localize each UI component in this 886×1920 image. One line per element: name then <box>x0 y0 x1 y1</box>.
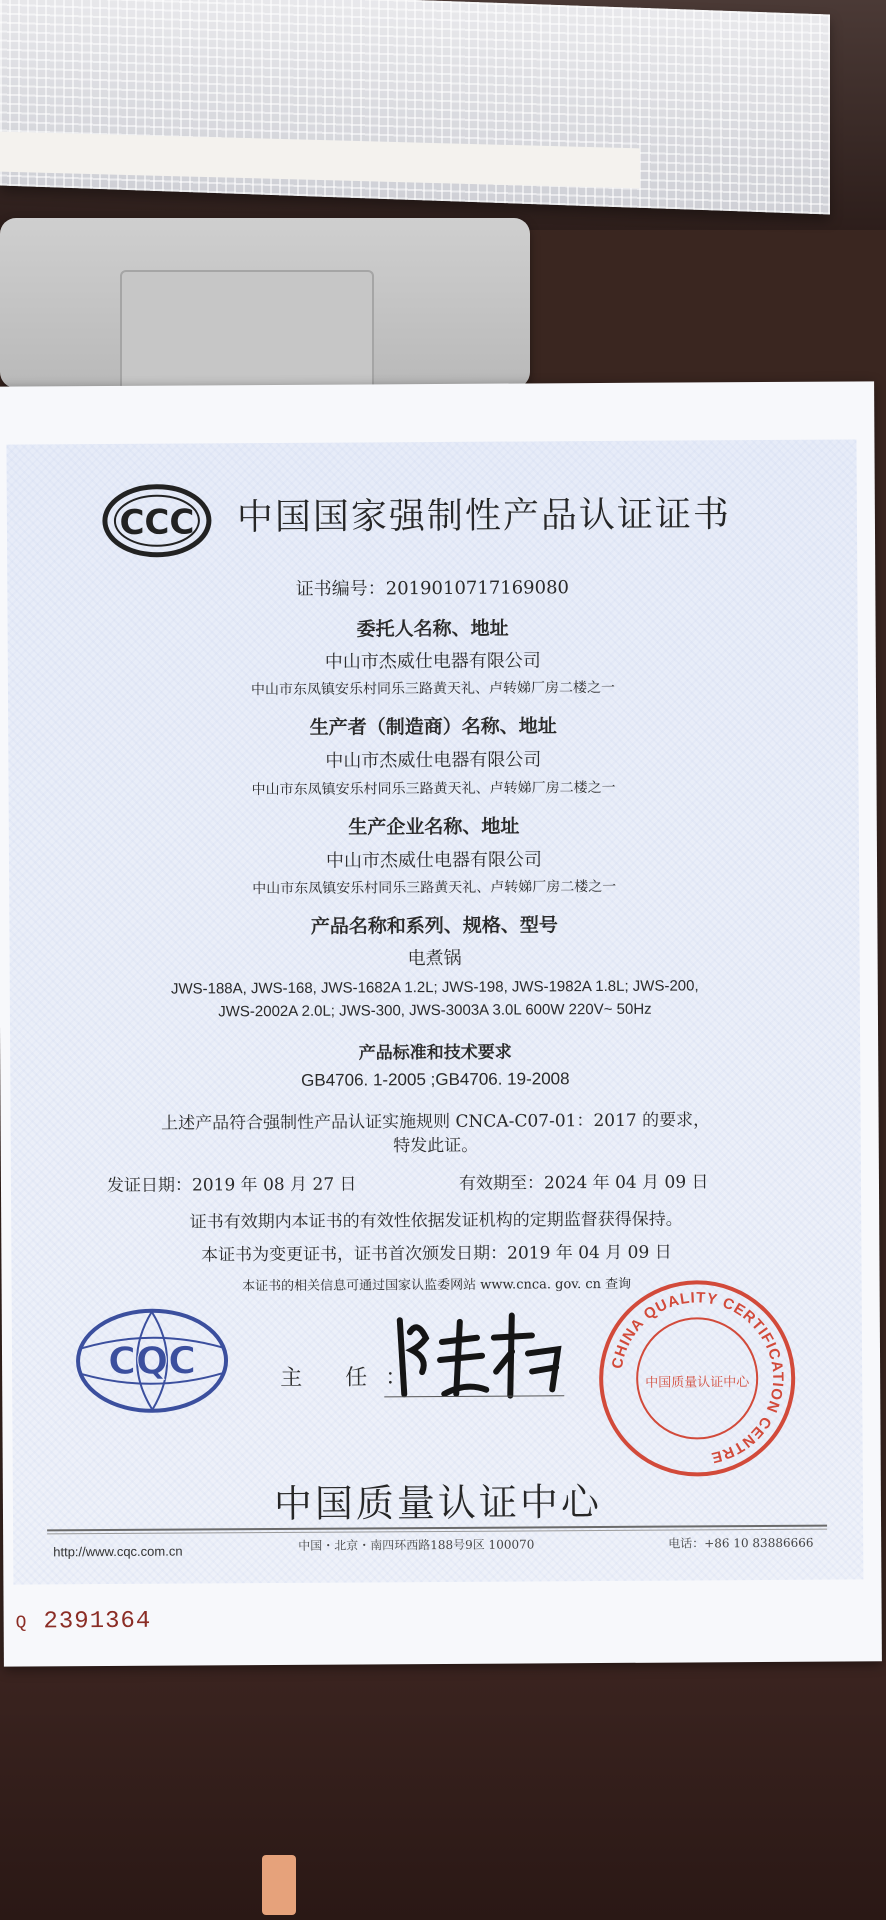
compliance-statement: 上述产品符合强制性产品认证实施规则 CNCA-C07-01：2017 的要求， <box>161 1110 711 1134</box>
svg-text:中国质量认证中心: 中国质量认证中心 <box>645 1375 750 1391</box>
applicant-name: 中山市杰威仕电器有限公司 <box>324 650 541 673</box>
product-heading: 产品名称和系列、规格、型号 <box>310 914 558 938</box>
product-models-line-1: JWS-188A, JWS-168, JWS-1682A 1.2L; JWS-198, JWS-1982A 1.8L; JWS-200, <box>170 977 699 998</box>
validity-note: 证书有效期内本证书的有效性依据发证机构的定期监督获得保持。 <box>189 1209 683 1233</box>
standards-heading: 产品标准和技术要求 <box>358 1042 512 1064</box>
product-name: 电煮锅 <box>407 947 462 970</box>
svg-text:CCC: CCC <box>119 502 195 543</box>
factory-address: 中山市东凤镇安乐村同乐三路黄天礼、卢转娣厂房二楼之一 <box>252 878 617 898</box>
issue-date: 发证日期：2019 年 08 月 27 日 <box>106 1174 357 1197</box>
manufacturer-address: 中山市东凤镇安乐村同乐三路黄天礼、卢转娣厂房二楼之一 <box>251 779 616 799</box>
desk-surface <box>0 1660 886 1920</box>
manufacturer-name: 中山市杰威仕电器有限公司 <box>325 749 542 772</box>
director-signature <box>382 1301 573 1402</box>
orange-object <box>262 1855 296 1915</box>
certificate-number: 证书编号：2019010717169080 <box>295 577 570 600</box>
footer-address: 中国・北京・南四环西路188号9区 100070 <box>298 1537 535 1553</box>
ccc-logo-icon <box>102 483 212 558</box>
footer-phone: 电话：+86 10 83886666 <box>668 1535 814 1551</box>
factory-heading: 生产企业名称、地址 <box>348 815 520 839</box>
serial-number: 2391364 <box>43 1607 152 1636</box>
director-label: 主 任： <box>280 1365 426 1391</box>
certificate-serial <box>16 1608 152 1636</box>
factory-name: 中山市杰威仕电器有限公司 <box>325 849 543 872</box>
certificate-body <box>6 439 863 1584</box>
expiry-date: 有效期至：2024 年 04 月 09 日 <box>458 1172 709 1194</box>
certification-seal <box>597 1278 798 1479</box>
footer-website: http://www.cqc.com.cn <box>53 1543 183 1560</box>
cqc-logo-icon <box>72 1305 233 1416</box>
compliance-statement-end: 特发此证。 <box>393 1135 479 1157</box>
query-note: 本证书的相关信息可通过国家认监委网站 www.cnca. gov. cn 查询 <box>242 1276 632 1295</box>
change-note: 本证书为变更证书，证书首次颁发日期：2019 年 04 月 09 日 <box>201 1242 672 1266</box>
certificate-title: 中国国家强制性产品认证证书 <box>236 494 732 539</box>
svg-text:CHINA QUALITY CERTIFICATION CE: CHINA QUALITY CERTIFICATION CENTRE <box>608 1289 787 1467</box>
product-models-line-2: JWS-2002A 2.0L; JWS-300, JWS-3003A 3.0L 600W 220V~ 50Hz <box>218 1000 652 1021</box>
certificate-sheet <box>0 381 882 1666</box>
applicant-heading: 委托人名称、地址 <box>356 617 509 641</box>
serial-prefix: Q <box>15 1613 28 1634</box>
applicant-address: 中山市东凤镇安乐村同乐三路黄天礼、卢转娣厂房二楼之一 <box>250 679 615 699</box>
manufacturer-heading: 生产者（制造商）名称、地址 <box>309 715 557 739</box>
product-standards: GB4706. 1-2005 ;GB4706. 19-2008 <box>301 1069 570 1090</box>
plastic-tray-inner <box>120 270 374 394</box>
issuer-name: 中国质量认证中心 <box>273 1480 603 1527</box>
svg-text:CQC: CQC <box>107 1338 197 1384</box>
